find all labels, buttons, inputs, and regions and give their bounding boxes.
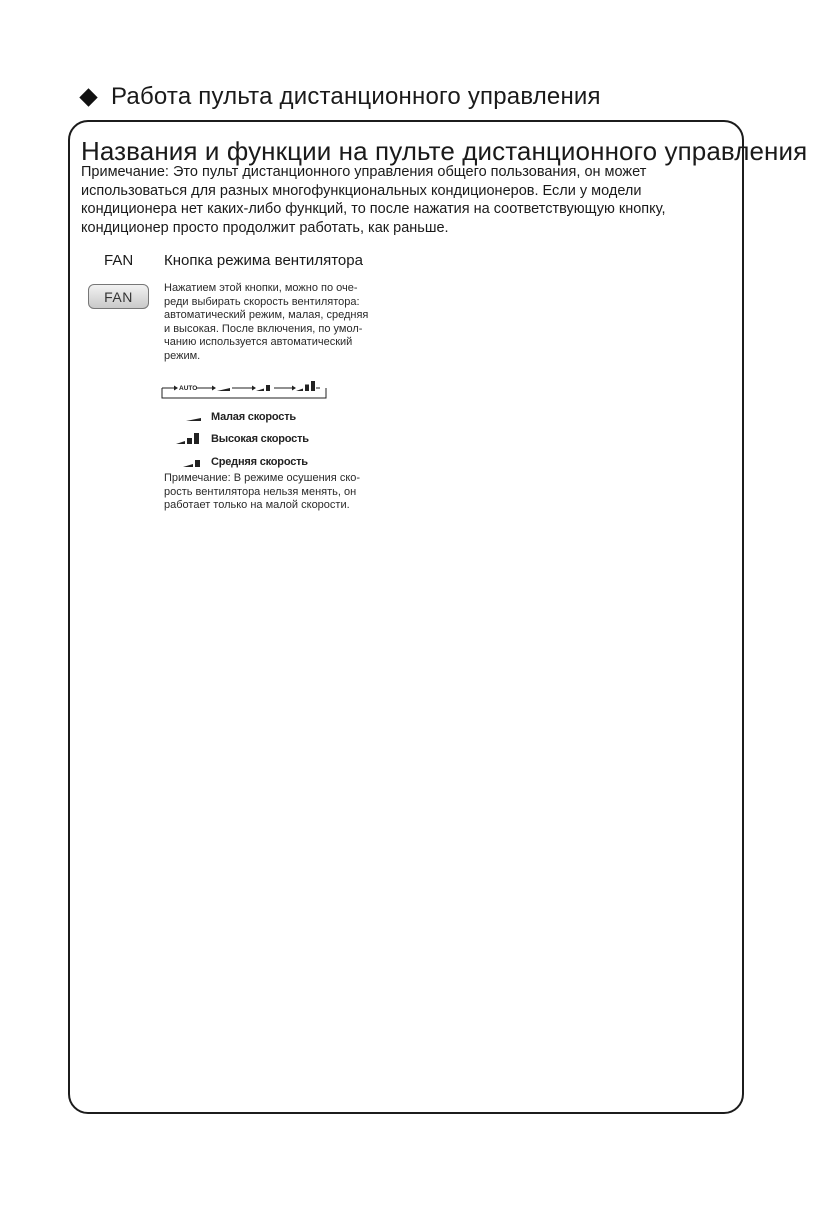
fan-button-label: FAN (104, 288, 133, 305)
section-header (80, 84, 601, 110)
dry-mode-note (164, 472, 394, 513)
fan-speed-cycle-diagram (160, 376, 330, 404)
intro-note (81, 163, 731, 237)
desc-line: чанию используется автоматический (164, 336, 353, 348)
desc-line: и высокая. После включения, по умол- (164, 322, 363, 335)
legend-medium (175, 455, 308, 469)
intro-line: кондиционера нет каких-либо функций, то после нажатия на соответствующую кнопку, (81, 201, 666, 217)
section-title: Работа пульта дистанционного управления (111, 83, 601, 110)
arrow-head-icon (174, 386, 178, 391)
arrow-head-icon (252, 386, 256, 391)
function-heading: Кнопка режима вентилятора (164, 252, 363, 269)
arrow-head-icon (292, 386, 296, 391)
legend-high (175, 432, 309, 446)
desc-line: режим. (164, 349, 201, 362)
legend-label: Средняя скорость (211, 456, 308, 468)
desc-line: реди выбирать скорость вентилятора: (164, 295, 360, 308)
arrow-head-icon (212, 386, 216, 391)
speed-high-icon (175, 432, 205, 446)
note-line: рость вентилятора нельзя менять, он (164, 485, 357, 498)
speed-low-icon (217, 388, 230, 391)
intro-line: Примечание: Это пульт дистанционного управления общего пользования, он может (81, 164, 647, 180)
cycle-auto-label: AUTO (179, 385, 198, 392)
legend-label: Высокая скорость (211, 433, 309, 445)
desc-line: Нажатием этой кнопки, можно по оче- (164, 282, 358, 294)
legend-low (175, 411, 296, 423)
speed-medium-icon (256, 385, 270, 391)
note-line: работает только на малой скорости. (164, 499, 350, 511)
fan-description (164, 282, 394, 363)
diamond-bullet-icon (79, 88, 97, 106)
speed-medium-icon (175, 455, 205, 469)
fan-button-illustration (88, 284, 149, 309)
intro-line: использоваться для разных многофункциональных кондиционеров. Если у модели (81, 182, 642, 199)
page-title: Названия и функции на пульте дистанционного управления (81, 136, 808, 166)
button-code-label: FAN (104, 252, 134, 269)
intro-line: кондиционер просто продолжит работать, как раньше. (81, 219, 449, 236)
content-frame (68, 120, 744, 1114)
speed-high-icon (296, 381, 315, 391)
desc-line: автоматический режим, малая, средняя (164, 309, 369, 321)
speed-low-icon (175, 411, 205, 423)
note-line: Примечание: В режиме осушения ско- (164, 472, 361, 484)
legend-label: Малая скорость (211, 411, 296, 423)
